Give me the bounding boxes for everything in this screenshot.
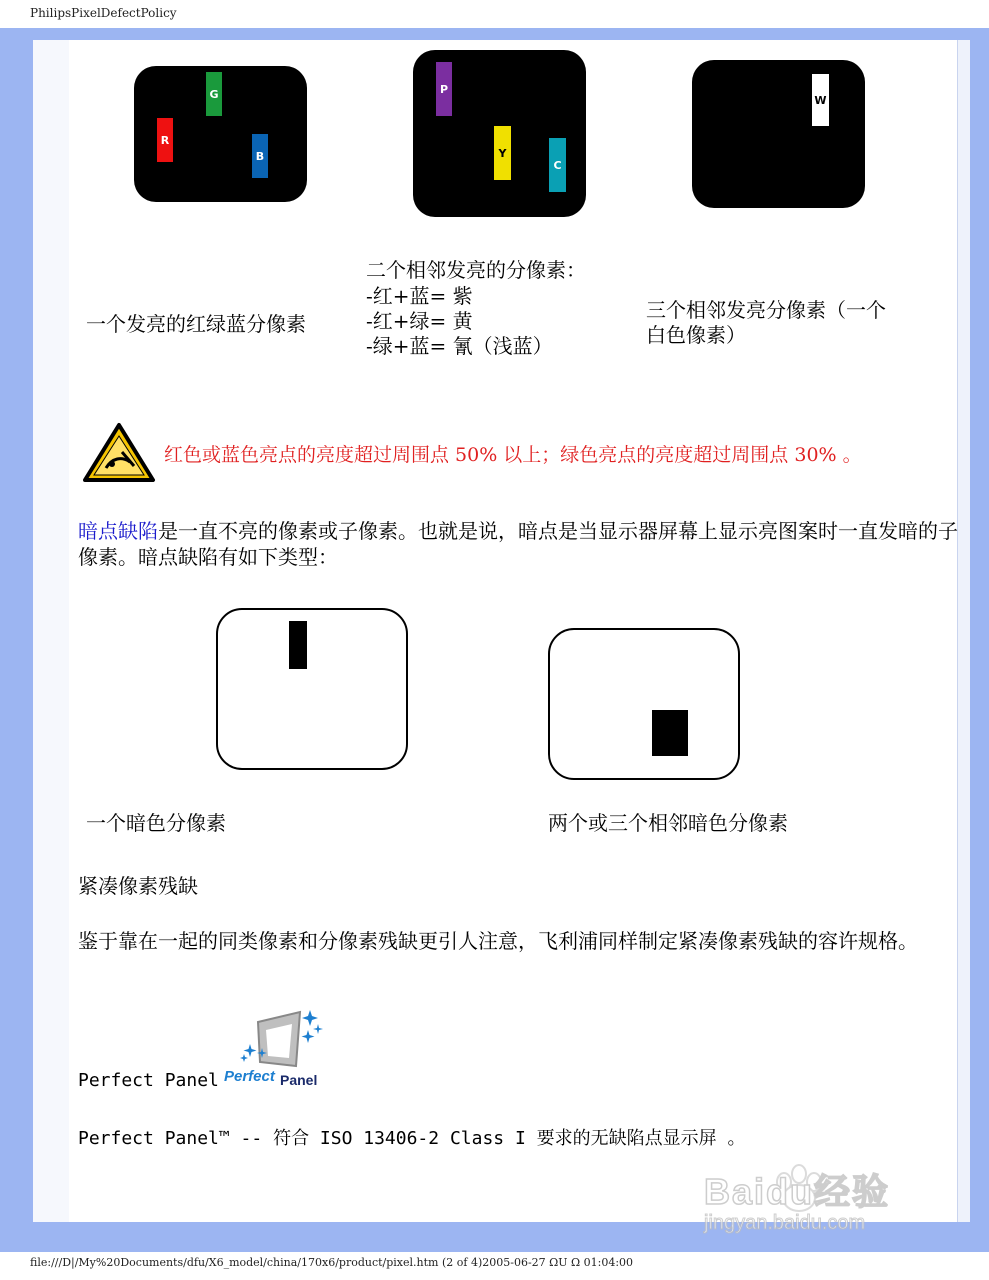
print-header-title: PhilipsPixelDefectPolicy [30, 6, 177, 20]
scrollbar[interactable] [957, 40, 970, 1222]
bright-panel-w [692, 60, 865, 208]
caption-dark-one: 一个暗色分像素 [86, 811, 226, 835]
baidu-watermark [700, 1150, 940, 1245]
print-footer-path: file:///D|/My%20Documents/dfu/X6_model/china/170x6/product/pixel.htm (2 of 4)2005-06-27 ΩU Ω 01:04:00 [30, 1256, 634, 1269]
dark-defect-paragraph [78, 518, 958, 570]
caption-two-adjacent-line-3: -绿+蓝= 氰（浅蓝） [366, 334, 553, 358]
bright-panel-rgb [134, 66, 307, 202]
warning-text: 红色或蓝色亮点的亮度超过周围点 50% 以上；绿色亮点的亮度超过周围点 30% 。 [164, 444, 862, 466]
dark-subpixel [289, 621, 307, 669]
watermark-url: jingyan.baidu.com [704, 1212, 866, 1234]
subpixel-b: B [252, 134, 268, 178]
dark-panel-multiple [548, 628, 740, 780]
warning-icon [82, 422, 156, 484]
caption-one-bright: 一个发亮的红绿蓝分像素 [86, 312, 306, 336]
perfect-panel-statement: Perfect Panel™ -- 符合 ISO 13406-2 Class I 要求的无缺陷点显示屏 。 [78, 1128, 746, 1149]
perfect-panel-logo [224, 1004, 324, 1092]
dark-subpixel-group [652, 710, 688, 756]
watermark-brand: Baidu经验 [704, 1171, 891, 1212]
dark-defect-description: 是一直不亮的像素或子像素。也就是说，暗点是当显示器屏幕上显示亮图案时一直发暗的子像素。暗点缺陷有如下类型： [78, 519, 958, 569]
dark-defect-link[interactable]: 暗点缺陷 [78, 519, 158, 543]
caption-three-adjacent-line-2: 白色像素） [646, 323, 746, 347]
compact-heading: 紧凑像素残缺 [78, 874, 198, 898]
caption-two-adjacent-line-2: -红+绿= 黄 [366, 309, 473, 333]
dark-panel-one [216, 608, 408, 770]
subpixel-c: C [549, 138, 566, 192]
caption-two-adjacent-line-1: -红+蓝= 紫 [366, 284, 473, 308]
subpixel-w: W [812, 74, 829, 126]
caption-three-adjacent-line-1: 三个相邻发亮分像素（一个 [646, 298, 886, 322]
bright-panel-pyc [413, 50, 586, 217]
caption-dark-two-three: 两个或三个相邻暗色分像素 [548, 811, 788, 835]
perfect-panel-logo-word-panel: Panel [280, 1072, 318, 1088]
subpixel-r: R [157, 118, 173, 162]
subpixel-y: Y [494, 126, 511, 180]
perfect-panel-logo-word-perfect: Perfect [224, 1068, 275, 1085]
content-area [33, 40, 957, 1222]
subpixel-g: G [206, 72, 222, 116]
perfect-panel-label: Perfect Panel [78, 1070, 219, 1091]
compact-paragraph: 鉴于靠在一起的同类像素和分像素残缺更引人注意，飞利浦同样制定紧凑像素残缺的容许规格。 [78, 929, 918, 953]
subpixel-p: P [436, 62, 452, 116]
caption-two-adjacent-title: 二个相邻发亮的分像素： [366, 258, 586, 282]
content-left-margin [33, 40, 69, 1222]
